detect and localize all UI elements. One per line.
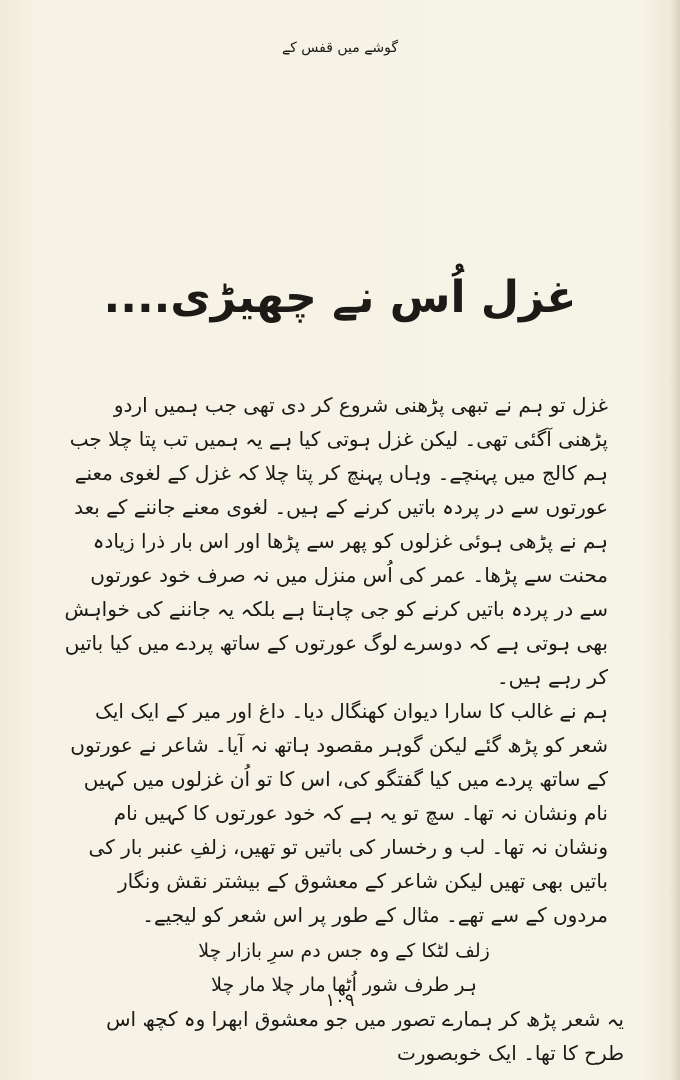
body-text	[64, 388, 624, 1070]
closing-line: یہ شعر پڑھ کر ہمارے تصور میں جو معشوق ابھرا وہ کچھ اس طرح کا تھا۔ ایک خوبصورت	[106, 1007, 624, 1065]
chapter-title: غزل اُس نے چھیڑی....	[103, 272, 577, 323]
paragraph-1: غزل تو ہم نے تبھی پڑھنی شروع کر دی تھی جب ہمیں اردو پڑھنی آگئی تھی۔ لیکن غزل ہوتی کیا ہے یہ ہمیں تب پتا چلا جب ہم کالج میں پہنچے۔ وہاں پہنچ کر پتا چلا کہ غزل کے لغوی معنے عورتوں سے در پردہ باتیں کرنے کے ہیں۔ لغوی معنے جاننے کے بعد ہم نے پڑھی ہوئی غزلوں کو پھر سے پڑھا اور اس بار ذرا زیادہ محنت سے پڑھا۔ عمر کی اُس منزل میں نہ صرف خود عورتوں سے در پردہ باتیں کرنے کو جی چاہتا ہے بلکہ یہ جاننے کی خواہش بھی ہوتی ہے کہ دوسرے لوگ عورتوں کے ساتھ پردے میں کیا باتیں کر رہے ہیں۔	[64, 393, 608, 689]
running-header: گوشے میں قفس کے	[281, 40, 399, 56]
verse-line-2: ہر طرف شور اُٹھا مار چلا مار چلا	[211, 974, 477, 996]
paragraph-2: ہم نے غالب کا سارا دیوان کھنگال دیا۔ داغ اور میر کے ایک ایک شعر کو پڑھ گئے لیکن گوہر مقصود ہاتھ نہ آیا۔ شاعر نے عورتوں کے ساتھ پردے میں کیا گفتگو کی، اس کا تو اُن غزلوں میں کہیں نام ونشان نہ تھا۔ سچ تو یہ ہے کہ خود عورتوں کا کہیں نام ونشان نہ تھا۔ لب و رخسار کی باتیں تو تھیں، زلفِ عنبر بار کی باتیں بھی تھیں لیکن شاعر کے معشوق کے بیشتر نقش ونگار مردوں کے سے تھے۔ مثال کے طور پر اس شعر کو لیجیے۔	[70, 699, 608, 927]
page-edge-shadow	[670, 0, 680, 1080]
page-number: ۱۰۹	[325, 990, 355, 1011]
verse-line-1: زلف لٹکا کے وہ جس دم سرِ بازار چلا	[198, 940, 490, 962]
